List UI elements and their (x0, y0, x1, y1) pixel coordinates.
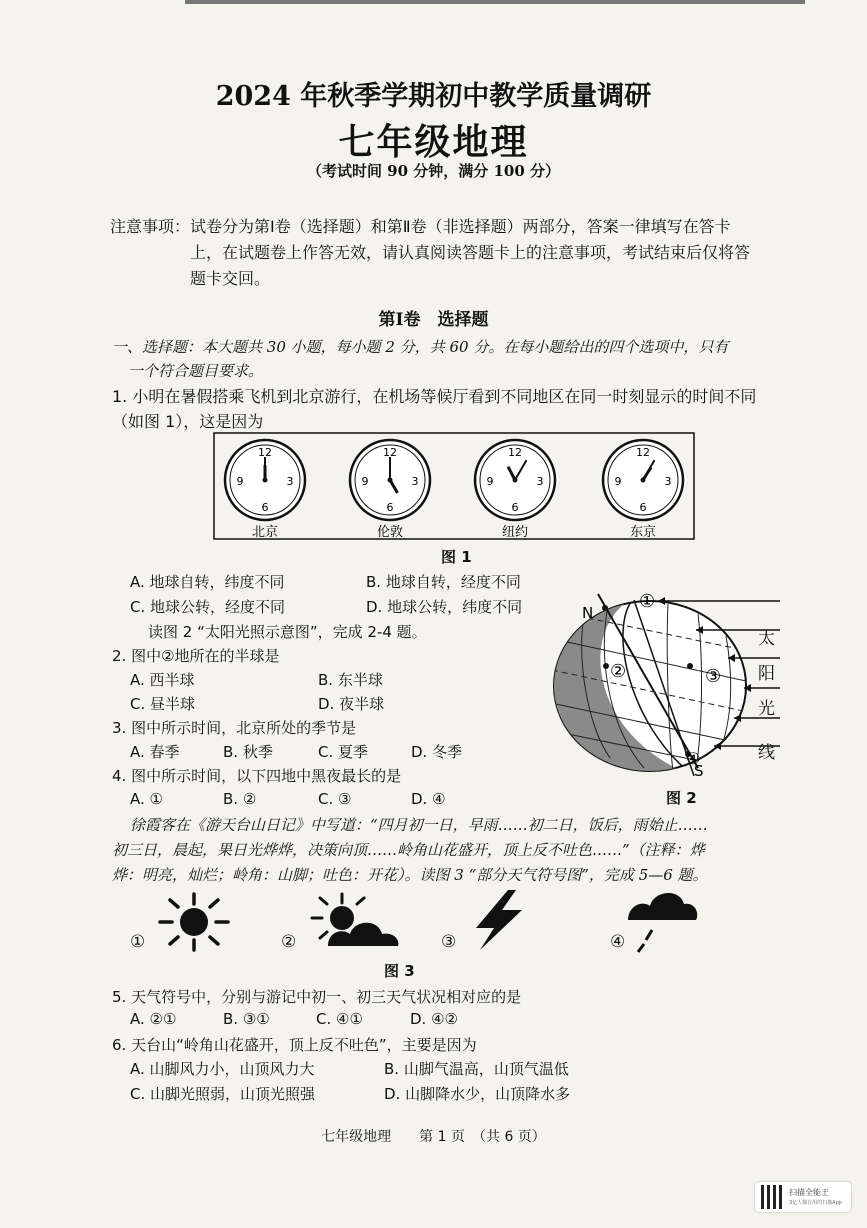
clock-2 (475, 440, 555, 540)
figure-1-clocks (213, 432, 695, 540)
scanner-watermark (755, 1182, 851, 1212)
clock-numeral: 12 (508, 446, 522, 459)
scan-edge (185, 0, 805, 4)
q6-option-d: D. 山脚降水少，山顶降水多 (384, 1085, 571, 1103)
clock-numeral: 12 (383, 446, 397, 459)
section-instruction-1: 一、选择题：本大题共 30 小题，每小题 2 分，共 60 分。在每小题给出的四个选项中，只有 (112, 338, 729, 356)
south-pole-label: S (694, 762, 704, 780)
subject-title: 七年级地理 (338, 121, 529, 163)
partly-cloudy-icon (306, 892, 402, 952)
sunny-icon (152, 892, 236, 952)
q2-option-c: C. 昼半球 (130, 695, 196, 713)
weather-num-3: ③ (441, 932, 457, 952)
q3-stem: 3. 图中所示时间，北京所处的季节是 (112, 719, 357, 737)
clock-city-label: 伦敦 (376, 525, 404, 540)
sunlight-char-2: 阳 (758, 664, 775, 684)
clock-numeral: 9 (486, 475, 494, 488)
q4-option-c: C. ③ (318, 790, 352, 808)
q6-option-a: A. 山脚风力小，山顶风力大 (130, 1060, 315, 1078)
clock-numeral: 6 (261, 501, 269, 514)
point-4-label: ④ (686, 749, 701, 768)
point-1-label: ① (639, 591, 656, 612)
clock-numeral: 9 (361, 475, 369, 488)
clock-numeral: 3 (664, 475, 672, 488)
clock-numeral: 3 (411, 475, 419, 488)
q5-option-c: C. ④① (316, 1010, 363, 1028)
page-footer: 七年级地理 第 1 页 （共 6 页） (321, 1129, 546, 1145)
figure-1-label: 图 1 (441, 548, 472, 566)
figure-3-label: 图 3 (384, 962, 415, 980)
lightning-icon (468, 888, 528, 952)
notice-line2: 上，在试题卷上作答无效，请认真阅读答题卡上的注意事项，考试结束后仅将答 (190, 243, 751, 262)
north-pole-label: N (582, 604, 594, 622)
q6-stem: 6. 天台山“岭角山花盛开，顶上反不吐色”，主要是因为 (112, 1036, 477, 1054)
q5-stem: 5. 天气符号中，分别与游记中初一、初三天气状况相对应的是 (112, 988, 522, 1006)
q4-option-d: D. ④ (411, 790, 446, 808)
q3-option-b: B. 秋季 (223, 743, 273, 761)
section-title: 第Ⅰ卷 选择题 (378, 310, 489, 330)
q1-option-c: C. 地球公转，经度不同 (130, 598, 286, 616)
clock-1 (350, 440, 430, 540)
clock-numeral: 3 (286, 475, 294, 488)
q3-option-a: A. 春季 (130, 743, 180, 761)
q4-option-b: B. ② (223, 790, 257, 808)
clock-city-label: 纽约 (501, 525, 529, 540)
q1-option-d: D. 地球公转，纬度不同 (366, 598, 523, 616)
q1-stem-1: 1. 小明在暑假搭乘飞机到北京游行，在机场等候厅看到不同地区在同一时刻显示的时间不同 (112, 387, 757, 406)
q1-stem-2: （如图 1），这是因为 (112, 412, 264, 431)
exam-title: 2024 年秋季学期初中教学质量调研 (215, 81, 652, 112)
q2-option-b: B. 东半球 (318, 671, 383, 689)
q2-stem: 2. 图中②地所在的半球是 (112, 647, 280, 665)
q2-option-a: A. 西半球 (130, 671, 195, 689)
clock-numeral: 3 (536, 475, 544, 488)
q6-option-c: C. 山脚光照弱，山顶光照强 (130, 1085, 316, 1103)
passage-line1: 徐霞客在《游天台山日记》中写道：“四月初一日，早雨……初二日，饭后，雨始止…… (130, 816, 708, 834)
point-2-label: ② (610, 661, 627, 682)
sunlight-char-1: 太 (758, 629, 775, 649)
clock-numeral: 9 (614, 475, 622, 488)
clock-3 (603, 440, 683, 540)
clock-city-label: 东京 (629, 525, 657, 540)
point-3-label: ③ (705, 666, 722, 687)
clock-numeral: 6 (386, 501, 394, 514)
q5-option-b: B. ③① (223, 1010, 270, 1028)
watermark-subtitle: 3亿人都在用的扫描App (789, 1200, 842, 1206)
clock-numeral: 6 (639, 501, 647, 514)
sunlight-char-3: 光 (758, 699, 775, 719)
clock-numeral: 12 (258, 446, 272, 459)
q1-option-b: B. 地球自转，经度不同 (366, 573, 521, 591)
q1-option-a: A. 地球自转，纬度不同 (130, 573, 285, 591)
notice-line3: 题卡交回。 (190, 269, 271, 288)
passage-line2: 初三日，晨起，果日光烨烨，决策向顶……岭角山花盛开，顶上反不吐色……”（注释：烨 (112, 841, 705, 859)
exam-info: （考试时间 90 分钟，满分 100 分） (306, 162, 561, 180)
clock-numeral: 6 (511, 501, 519, 514)
clock-city-label: 北京 (251, 525, 279, 540)
weather-num-2: ② (281, 932, 297, 952)
figure-2-label: 图 2 (666, 789, 697, 807)
clock-numeral: 9 (236, 475, 244, 488)
weather-num-1: ① (130, 932, 146, 952)
read-figure-2: 读图 2 “太阳光照示意图”，完成 2-4 题。 (148, 623, 427, 641)
weather-num-4: ④ (610, 932, 626, 952)
q5-option-a: A. ②① (130, 1010, 177, 1028)
notice-line1: 注意事项：试卷分为第Ⅰ卷（选择题）和第Ⅱ卷（非选择题）两部分，答案一律填写在答卡 (110, 217, 731, 236)
q2-option-d: D. 夜半球 (318, 695, 385, 713)
q6-option-b: B. 山脚气温高，山顶气温低 (384, 1060, 569, 1078)
clock-0 (225, 440, 305, 540)
clock-numeral: 12 (636, 446, 650, 459)
section-instruction-2: 一个符合题目要求。 (128, 362, 264, 380)
q4-option-a: A. ① (130, 790, 163, 808)
q4-stem: 4. 图中所示时间，以下四地中黑夜最长的是 (112, 767, 402, 785)
q5-option-d: D. ④② (410, 1010, 458, 1028)
passage-line3: 烨：明亮，灿烂；岭角：山脚；吐色：开花）。读图 3 “部分天气符号图”，完成 5—6 题。 (112, 866, 708, 884)
q3-option-c: C. 夏季 (318, 743, 369, 761)
watermark-app-name: 扫描全能王 (789, 1188, 829, 1197)
q3-option-d: D. 冬季 (411, 743, 463, 761)
qr-code-icon (761, 1185, 785, 1209)
rain-icon (624, 886, 700, 954)
sunlight-char-4: 线 (758, 743, 775, 763)
